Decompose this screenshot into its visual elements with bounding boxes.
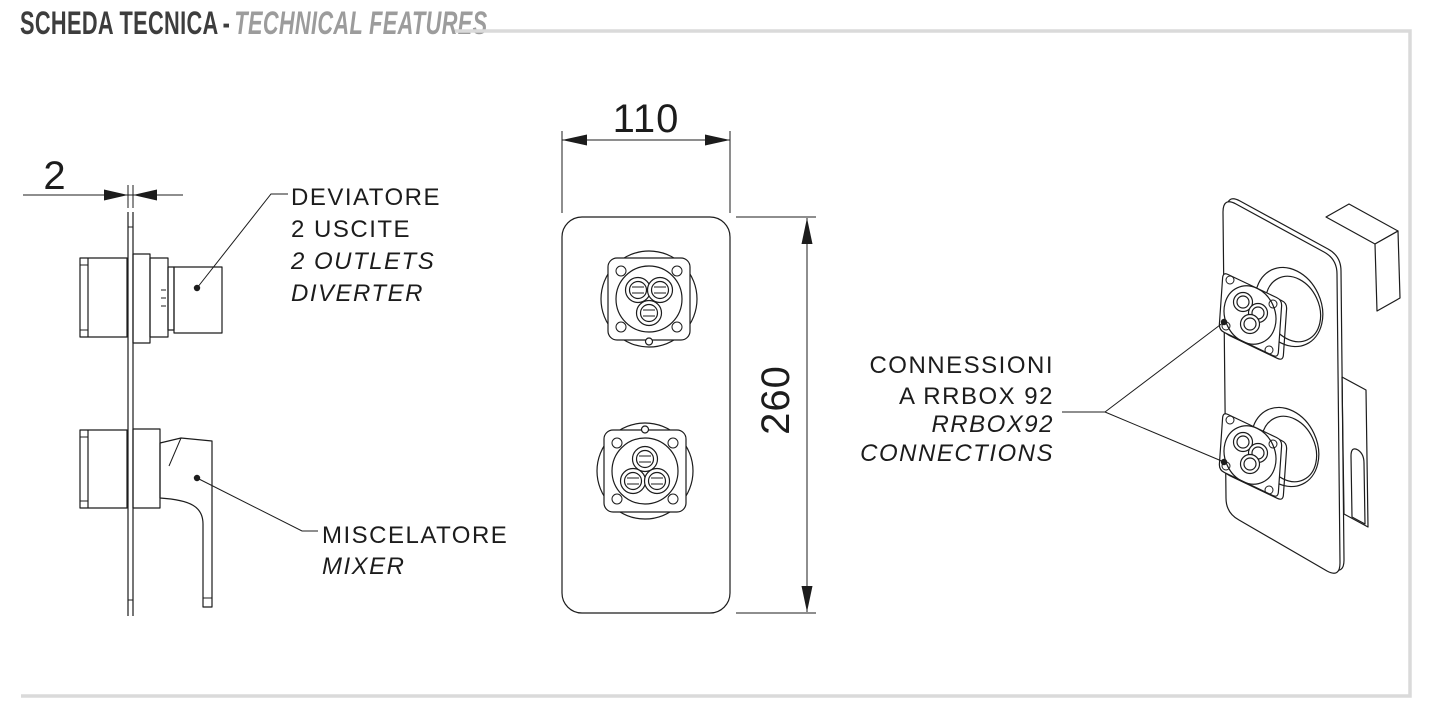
leader-dot [1221,459,1227,465]
outlet-port [1241,315,1260,334]
diverter-label-1: DEVIATORE [291,184,441,211]
outlet-port [626,278,651,303]
diverter-knob [174,267,222,333]
outlet-port [1241,455,1260,474]
diverter-label-4: DIVERTER [291,280,424,307]
mixer-label-1: MISCELATORE [322,522,509,549]
outlet-port [645,469,670,494]
iso-view [860,199,1400,573]
thickness-dimension [23,154,183,208]
title-separator: - [222,5,231,41]
mixer-label-2: MIXER [322,553,406,580]
connections-label-2: A RRBOX 92 [898,383,1054,410]
title-italian: SCHEDA TECNICA [20,5,219,41]
outlet-port [648,278,673,303]
mixer-body-iso [1342,377,1368,527]
front-view [562,97,816,613]
connections-label-1: CONNESSIONI [869,352,1054,379]
dim-plate-thickness: 2 [43,154,67,198]
diverter-rosette-front [601,251,697,347]
diverter-label-2: 2 USCITE [291,216,412,243]
plate-iso [1223,202,1340,573]
outlet-port [633,447,658,472]
diverter-side [80,254,222,343]
diverter-callout [194,184,441,307]
page-frame [21,31,1410,696]
outlet-port [621,469,646,494]
mixer-handle [160,438,212,607]
outlet-port [637,301,662,326]
width-dimension [562,97,730,213]
height-dimension [736,217,816,613]
mixer-callout [194,475,509,580]
leader-dot [1221,319,1227,325]
side-view [23,154,508,616]
connections-callout [860,319,1227,467]
dim-plate-width: 110 [612,97,680,141]
mixer-rosette-front [597,423,693,519]
connections-label-3: RRBOX92 [931,411,1054,438]
mixer-side [80,429,212,607]
connections-label-4: CONNECTIONS [860,440,1054,467]
wall-plate [128,212,133,616]
dim-plate-height: 260 [754,365,798,435]
diverter-label-3: 2 OUTLETS [291,248,436,275]
title-english: TECHNICAL FEATURES [234,5,488,41]
